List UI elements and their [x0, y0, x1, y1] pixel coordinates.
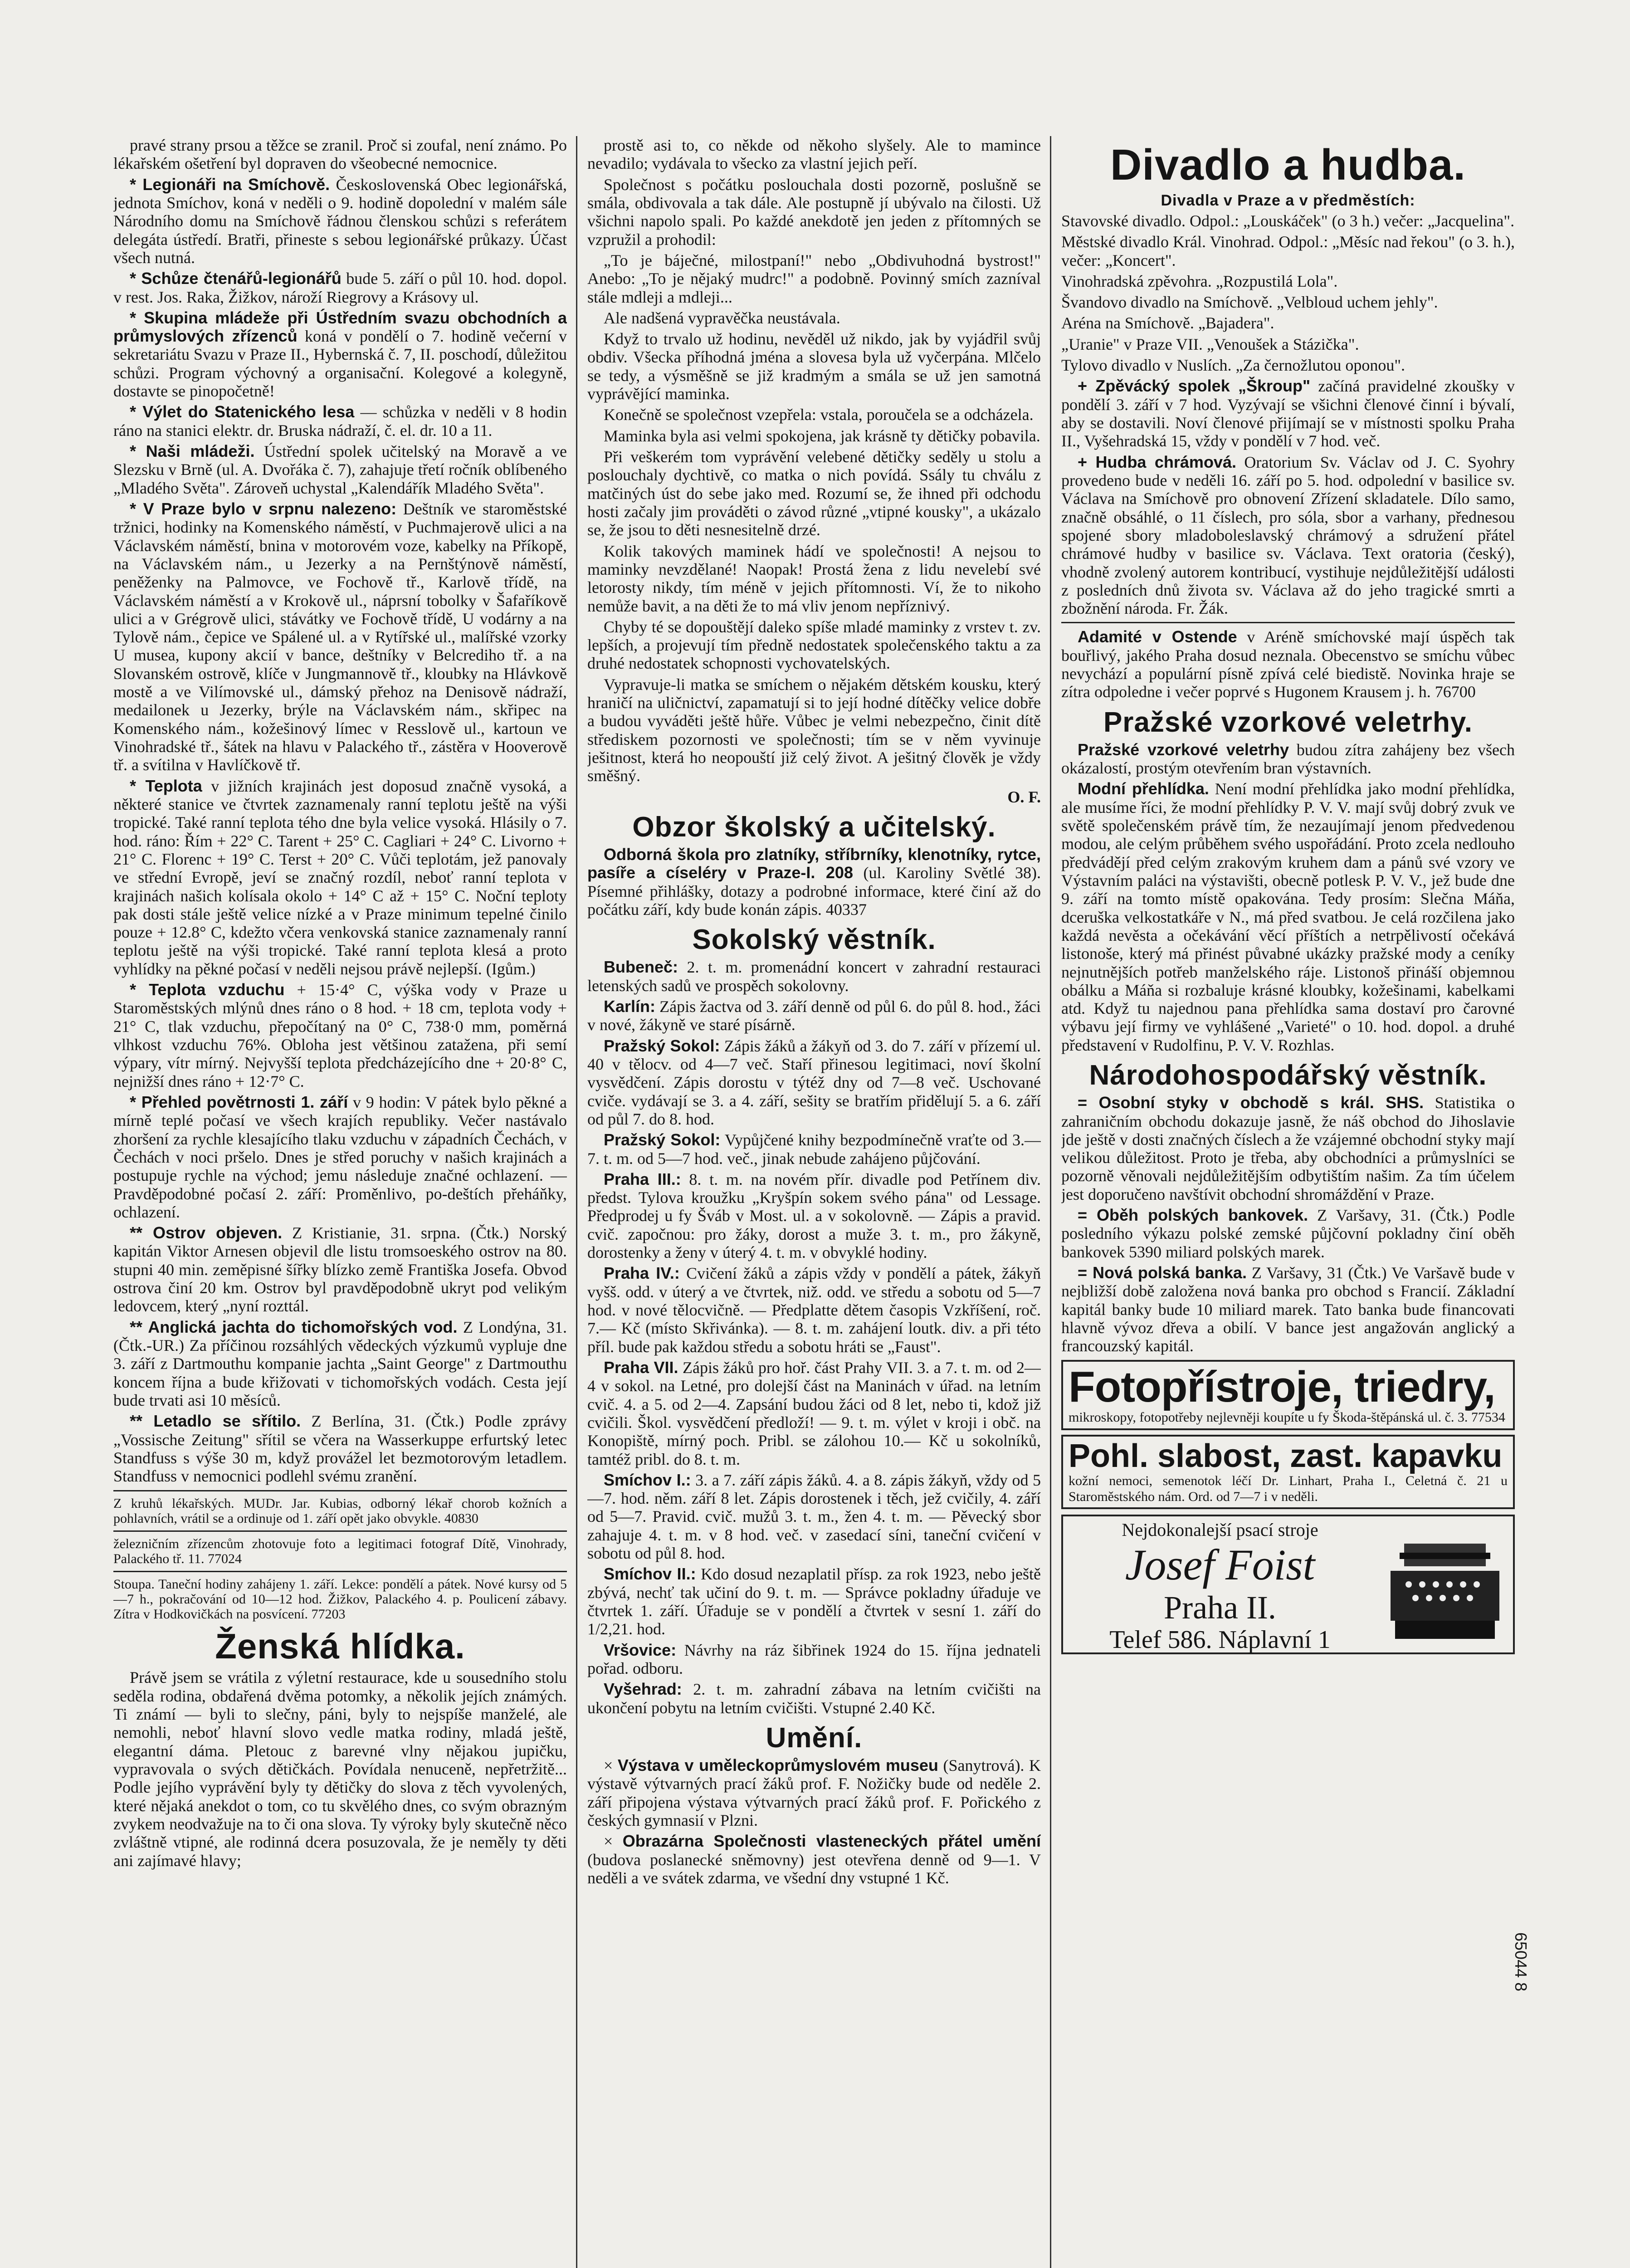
news-item — [113, 403, 567, 440]
news-text: Deštník ve staroměstské tržnici, hodinky na Komenského náměstí, v Puchmajerově ulici a na Václavském náměstí, bnina v motorovém voze, kabelky na Příkopě, na Václavském nám., u Jezerky a na Pernštýnově náměstí, peněženky na Palmovce, ve Fochově tř., Karlově třídě, na Václavském náměstí a v Krokově ul., náprsní tobolky v Šafaříkově ulici a v Grégrově ulici, stávátky ve Fochově třídě, U vodárny a na Tylově nám., čepice ve Spálené ul. a v Rytířské ul., malířské vzorky U musea, kupony akcií v bance, deštníky v Belcrediho tř. a na Slovanském ostrově, klíče v Jungmannově tř., kloubky na Hlávkově mostě a ve Vilímovské ul., dámský přehoz na Denisově nádraží, medailonek u Jezerky, brýle na Václavském nám., skřipec na Komenského nám., kožešinový límec v Resslově ul., kartoun ve Vinohradské tř., šátek na hlavu v Palackého tř., zástěra v Hooverově tř. a svítilna v Havlíčkově tř. — [113, 499, 567, 774]
sokol-item — [587, 1565, 1041, 1638]
news-text: v 9 hodin: V pátek bylo pěkné a mírně teplé počasí ve všech krajích republiky. Večer nastávalo zhoršení za rychle klesajícího tlaku vzduchu v západních Čechách, v Čechách v noci pršelo. Dnes je střed poruchy v našich krajinách a postupuje rychle na východ; jemu následuje značné ochlazení. — Pravděpodobné počasí 2. září: Proměnlivo, po-deštích přeháňky, ochlazení. — [113, 1093, 567, 1221]
classified-ad: železničním zřízencům zhotovuje foto a legitimaci fotograf Dítě, Vinohrady, Palackého tř. 11. 77024 — [113, 1536, 567, 1566]
paragraph: Chyby té se dopouštějí daleko spíše mladé maminky z vrstev t. zv. lepších, a projevují tím předně nedostatek společenského taktu a za druhé nedostatek schopnosti vychovatelských. — [587, 617, 1041, 673]
section-heading: Sokolský věstník. — [692, 924, 936, 956]
news-text: — schůzka v neděli v 8 hodin ráno na stanici elektr. dr. Bruska nádraží, č. el. dr. 10 a 11. — [113, 403, 567, 440]
news-text: v jižních krajinách jest doposud značně vysoká, a některé stanice ve čtvrtek zaznamenaly ranní teplotu ještě na výši tropické. Také ranní teplota tého dne byla velice vysoká. Hlásily o 7. hod. ráno: Řím + 22° C. Tarent + 25° C. Cagliari + 24° C. Livorno + 21° C. Florenc + 19° C. Terst + 20° C. Vůči teplotám, jež panovaly ve střední Evropě, jeví se značný rozdíl, neboť ranní teplota v krajinách našich kolísala okolo + 14° C až + 15° C. Noční teploty pak dosti stále ještě velice nízké a v Praze minimum tepelné činilo pouze + 12.8° C, kdežto včera venkovská stanice zaznamenaly ranní teplotu ještě na výši tropické. Také ranní teplota klesá a proto vyhlídky na pěkné počasí v neděli nejsou právě nejlepší. (Igům.) — [113, 777, 567, 978]
sokol-lead: Pražský Sokol: — [604, 1036, 720, 1055]
news-item — [113, 500, 567, 774]
paragraph: „To je báječné, milostpaní!" nebo „Obdivuhodná bystrost!" Anebo: „To je nějaký mudrc!" a podobně. Povinný smích zazníval stále mdleji a mdleji... — [587, 251, 1041, 306]
news-lead: ** Anglická jachta do tichomořských vod. — [130, 1317, 458, 1336]
theatre-listing: Městské divadlo Král. Vinohrad. Odpol.: „Měsíc nad řekou" (o 3. h.), večer: „Koncert". — [1061, 233, 1515, 269]
theatre-listing: Stavovské divadlo. Odpol.: „Louskáček" (o 3 h.) večer: „Jacquelina". — [1061, 211, 1515, 230]
sokol-text: 2. t. m. zahradní zábava na letním cvičišti na ukončení pobytu na letním cvičišti. Vstupné 2.40 Kč. — [587, 1680, 1041, 1717]
news-text: Z Londýna, 31. (Čtk.-UR.) Za příčinou rozsáhlých vědeckých výzkumů vypluje dne 3. září z Dartmouthu kompanie jachta „Saint George" z Dartmouthu koncem října a bude křižovati v tichomořských vodách. Cesta její bude trvati asi 10 měsíců. — [113, 1318, 567, 1409]
news-item — [1061, 1206, 1515, 1261]
news-item — [1061, 628, 1515, 701]
sokol-item — [587, 997, 1041, 1034]
section-heading: Divadlo a hudba. — [1110, 141, 1466, 189]
news-item — [113, 269, 567, 306]
news-lead: Pražské vzorkové veletrhy — [1078, 740, 1289, 759]
section-heading: Umění. — [766, 1722, 863, 1754]
news-item — [1061, 377, 1515, 450]
author-signature: O. F. — [1007, 787, 1041, 806]
news-item — [1061, 780, 1515, 1054]
news-text: v Aréně smíchovské mají úspěch tak bouřlivý, jakého Praha dosud neznala. Obecenstvo se smíchu vůbec nevychází a populární písně zpívá celé biedistě. Novinka hraje se zítra odpoledne i večer poprvé s Hugonem Krausem j. h. — [1061, 628, 1515, 701]
sokol-text: 3. a 7. září zápis žáků. 4. a 8. zápis žákyň, vždy od 5—7. hod. něm. září 8 let. Zápis dorostenek i těch, jež cvičily, 4. září od 5—7. Pravid. cvič. mužů 3. t. m., žen 4. t. m. — Pěvecký sbor zahajuje 4. t. m. v 8 hod. več. v zasedací síni, taneční cvičení v sobotu od půl 8. hod. — [587, 1471, 1041, 1563]
news-item — [113, 1224, 567, 1315]
paragraph: Při veškerém tom vyprávění velebené dětičky seděly u stolu a poslouchaly dychtivě, co matka o nich povídá. Ssály tu chválu z matčiných úst do sebe jako med. Rozumí se, že ihned při odchodu hosti začaly jim prováděti o závod různé „vtipné kousky", a ukázalo se, že jsou to děti nesnesitelně drzé. — [587, 448, 1041, 539]
section-heading: Ženská hlídka. — [215, 1626, 465, 1666]
section-subheading: Divadla v Praze a v předměstích: — [1161, 191, 1415, 209]
news-text: Není modní přehlídka jako modní přehlídka, ale musíme říci, že modní přehlídky P. V. V. mají svůj dobrý zvuk ve světě společenském právě tím, že nezaujímají jenom předvedenou modou, ale celým průběhem svého uspořádání. Proto zcela nedlouho předvádějí před celým zrakovým kruhem dam a pánů své vzory ve Výstavním paláci na výstavišti, obecně potlesk P. V. V., jež bude dne 9. září na tomto místě opakována. Tedy prosím: Slečna Máňa, dceruška velkostatkáře v N., má před svatbou. Je celá rozčilena jako každá nevěsta a očekávání věcí příštích a netrpělivostí očekává listonoše, který má přinést půvabné ukázky pražské mody a ceníky nejnutnějších potřeb manželského ráje. Listonoš přináší objemnou obálku a Máňa si rozbaluje krásné kloubky, kožešinami, kabelkami atd. Když tu najednou pana přehlídka sama dostaví pro čarovné výbavu její firmy ve vyhlášené „Varieté" o 10. hod. dopol. a druhé představení v Rudolfinu, P. V. V. Rozhlas. — [1061, 780, 1515, 1054]
news-lead: = Osobní styky v obchodě s král. SHS. — [1078, 1093, 1424, 1112]
news-lead: = Oběh polských bankovek. — [1078, 1206, 1308, 1225]
advert-headline: Pohl. slabost, zast. kapavku — [1069, 1437, 1503, 1474]
news-item — [113, 442, 567, 497]
sokol-item — [587, 1037, 1041, 1129]
news-text: Československá Obec legionářská, jednota Smíchov, koná v neděli o 9. hodině dopolední v malém sále Národního domu na Smíchově řádnou členskou schůzi s referátem delegáta ústředí. Bratři, přineste s sebou legionářské průkazy. Účast všech nutná. — [113, 175, 567, 267]
classified-ad: Stoupa. Taneční hodiny zahájeny 1. září. Lekce: pondělí a pátek. Nové kursy od 5—7 h., pokračování od 10—12 hod. Žižkov, Palackého 4. p. Poulicení zábavy. Zítra v Hodkovičkách na posvícení. 77203 — [113, 1576, 567, 1622]
paragraph: Ale nadšená vypravěčka neustávala. — [604, 308, 840, 327]
news-lead: * V Praze bylo v srpnu nalezeno: — [130, 499, 397, 518]
sokol-item — [587, 958, 1041, 995]
divider — [1061, 622, 1515, 623]
sokol-item — [587, 1680, 1041, 1717]
news-lead: Modní přehlídka. — [1078, 779, 1209, 798]
news-lead: * Přehled povětrnosti 1. září — [130, 1092, 348, 1111]
news-lead: * Teplota — [130, 776, 202, 795]
advert-foto: Fotopřístroje, triedry, mikroskopy, fotopotřeby nejlevněji koupíte u fy Škoda-štěpánská ul. č. 3. 77534 — [1061, 1360, 1515, 1430]
paragraph: Vypravuje-li matka se smíchem o nějakém dětském kousku, který hraničí na uličnictví, zapamatují si to její hodné dítěčky velice dobře a budou vyváděti ještě hůře. Vůbec je velmi nebezpečno, činit dítě střediskem pozornosti ve společnosti; tím se v něm vyvinuje ješitnost, která ho neopouští již celý život. A ješitný člověk je vždy směšný. — [587, 675, 1041, 785]
news-item: × Výstava v uměleckoprůmyslovém museu (Sanytrová). K výstavě výtvarných prací žáků prof. F. Nožičky bude od neděle 2. září připojena výstava výtvarných prací žáků prof. F. Pořického z českých gymnasií v Plzni. — [587, 1755, 1041, 1829]
sokol-text: Návrhy na ráz šibřinek 1924 do 15. října jednateli pořad. odboru. — [587, 1641, 1041, 1677]
news-lead: ** Ostrov objeven. — [130, 1223, 283, 1242]
news-lead: + Hudba chrámová. — [1078, 452, 1236, 471]
news-item — [1061, 1264, 1515, 1355]
sokol-text: Cvičení žáků a zápis vždy v pondělí a pátek, žákyň vyšš. odd. v úterý a ve čtvrtek, niž. odd. ve středu a sobotu od 5—7 hod. v nové tělocvičně. — Předplatte dětem časopis Vzkříšení, roč. 7.— Kč (místo Skřivánka). — 8. t. m. zahájení loutk. div. a při této příl. bude pak každou středu a sobotu hráti se „Faust". — [587, 1264, 1041, 1356]
news-lead: * Skupina mládeže při Ústředním svazu obchodních a průmyslových zřízenců — [113, 308, 567, 346]
paragraph: pravé strany prsou a těžce se zranil. Proč si zoufal, není známo. Po lékařském ošetření byl dopraven do všeobecné nemocnice. — [113, 136, 567, 173]
theatre-listing: Vinohradská zpěvohra. „Rozpustilá Lola". — [1061, 272, 1338, 290]
theatre-list — [1061, 212, 1515, 375]
news-item — [113, 309, 567, 401]
sokol-lead: Bubeneč: — [604, 958, 678, 977]
ad-number: 40337 — [825, 900, 867, 919]
news-text: bude 5. září o půl 10. hod. dopol. v rest. Jos. Raka, Žižkov, nároží Riegrovy a Krásovy ul. — [113, 269, 567, 306]
sokol-lead: Praha VII. — [604, 1358, 678, 1377]
news-item — [1061, 1094, 1515, 1203]
news-lead: * Legionáři na Smíchově. — [130, 175, 330, 194]
sokol-item — [587, 1471, 1041, 1563]
typewriter-icon — [1377, 1516, 1513, 1652]
paragraph: Když to trvalo už hodinu, nevěděl už nikdo, jak by vyjádřil svůj obdiv. Všecka příhodná jména a slovesa byla už vyčerpána. Mlčelo se tedy, a výsměšně se již kradmým a smála se už jen samotná vyprávějící maminka. — [587, 330, 1041, 403]
news-item — [113, 1412, 567, 1485]
news-lead: * Teplota vzduchu — [130, 980, 285, 999]
divider — [113, 1530, 567, 1532]
news-item — [113, 1318, 567, 1410]
news-text: Ústřední spolek učitelský na Moravě a ve Slezsku v Brně (ul. A. Dvořáka č. 7), zahajuje třetí ročník oblíbeného „Mladého Světa". Zároveň uchystal „Kalendářík Mladého Světa". — [113, 442, 567, 497]
news-lead: = Nová polská banka. — [1078, 1263, 1247, 1282]
sokol-lead: Pražský Sokol: — [604, 1130, 721, 1149]
sokol-item — [587, 1264, 1041, 1356]
column-left — [113, 136, 567, 2268]
sokol-list — [587, 958, 1041, 1717]
news-text: začíná pravidelné zkoušky v pondělí 3. září v 7 hod. Vyzývají se všichni členové činní i bývalí, aby se dostavili. Noví členové přijímají se v místnosti spolku Praha II., Vyšehradská 15, vždy v pondělí v 7 hod. več. — [1061, 377, 1515, 450]
news-text: Oratorium Sv. Václav od J. C. Syohry provedeno bude v neděli 16. září po 5. hod. odpolední v basilice sv. Václava na Smíchově pro obnovení Zřízení skladatele. Dílo samo, značně obsáhlé, o 11 číslech, pro sóla, sbor a varhany, přednesou spojené sbory mladoboleslavský chrámový a sdružení přátel chrámové hudby v basilice sv. Václava. Text oratoria (český), vhodně zvolený autorem kontribucí, vystihuje nejdůležitější události z posledních dnů života sv. Václava až do jeho tragické smrti a zbožnění národa. Fr. Žák. — [1061, 453, 1515, 618]
news-lead: * Výlet do Statenického lesa — [130, 402, 355, 421]
theatre-listing: „Uranie" v Praze VII. „Venoušek a Stázička". — [1061, 335, 1359, 353]
news-text: (budova poslanecké sněmovny) jest otevřena denně od 9—1. V neděli a ve svátek zdarma, ve všední dny vstupné 1 Kč. — [587, 1850, 1041, 1887]
news-lead: Obrazárna Společnosti vlasteneckých přátel umění — [622, 1832, 1041, 1851]
ad-number: 40830 — [444, 1510, 478, 1526]
column-right — [1061, 136, 1515, 2268]
edge-print-number: 65044 8 — [1511, 1932, 1530, 1992]
news-text: + 15·4° C, výška vody v Praze u Staroměstských mlýnů dnes ráno o 8 hod. + 18 cm, teplota vody + 21° C, tlak vzduchu, přepočítaný na 0° C, 738·0 mm, poměrná vlhkost vzduchu 76%. Obloha jest většinou zatažena, při semí výpary, vítr mírný. Nejvyšší teplota předcházejícího dne + 20·8° C, nejnižší dnes ráno + 12·7° C. — [113, 981, 567, 1090]
section-heading: Pražské vzorkové veletrhy. — [1103, 706, 1473, 738]
ad-number: 77534 — [1471, 1410, 1505, 1425]
column-rule — [1050, 136, 1051, 2268]
ad-number: 77024 — [208, 1551, 242, 1566]
news-text: (Sanytrová). K výstavě výtvarných prací žáků prof. F. Nožičky bude od neděle 2. září připojena výstava výtvarných prací žáků prof. F. Pořického z českých gymnasií v Plzni. — [587, 1756, 1041, 1829]
column-rule — [576, 136, 577, 2268]
ad-number: 77203 — [311, 1606, 346, 1622]
news-lead: * Naši mládeži. — [130, 442, 255, 460]
news-lead: + Zpěvácký spolek „Škroup" — [1078, 376, 1311, 396]
news-item — [1061, 453, 1515, 618]
news-item — [587, 846, 1041, 919]
news-text: Z Berlína, 31. (Čtk.) Podle zprávy „Vossische Zeitung" sřítil se včera na Wasserkuppe erfurtský letec Standfuss s výše 30 m, když provážel let bezmotorovým letadlem. Standfuss v nemocnici podlehl svému zranění. — [113, 1412, 567, 1486]
advert-pohl: Pohl. slabost, zast. kapavku kožní nemoci, semenotok léčí Dr. Linhart, Praha I., Celetná č. 21 u Staroměstského nám. Ord. od 7—7 i v neděli. — [1061, 1435, 1515, 1510]
news-lead: * Schůze čtenářů-legionářů — [130, 269, 342, 288]
sokol-item — [587, 1359, 1041, 1468]
sokol-text: Kdo dosud nezaplatil přísp. za rok 1923, nebo ještě zbývá, nechť tak učiní do 9. t. m. — Správce pokladny úřaduje ve čtvrtek 1. září. Úřaduje se v pondělí a čtvrtek v sesní 1. září do 1/2,21. hod. — [587, 1565, 1041, 1638]
sokol-item — [587, 1170, 1041, 1262]
theatre-listing: Tylovo divadlo v Nuslích. „Za černožlutou oponou". — [1061, 356, 1406, 375]
advert-headline: Fotopřístroje, triedry, — [1069, 1362, 1495, 1411]
section-heading: Obzor školský a učitelský. — [632, 811, 996, 843]
paragraph: Konečně se společnost vzepřela: vstala, poroučela se a odcházela. — [604, 406, 1034, 424]
news-item — [113, 981, 567, 1090]
newspaper-page — [113, 136, 1515, 2268]
ad-number: 76700 — [1435, 683, 1476, 701]
sokol-lead: Vyšehrad: — [604, 1680, 682, 1699]
news-text: Z Varšavy, 31. (Čtk.) Podle posledního výkazu polské zemské půjčovní pokladny činí oběh bankovek 5390 miliard polských marek. — [1061, 1206, 1515, 1261]
section-heading: Národohospodářský věstník. — [1089, 1060, 1487, 1091]
sokol-lead: Smíchov II.: — [604, 1564, 696, 1584]
sokol-text: 2. t. m. promenádní koncert v zahradní restauraci letenských sadů ve prospěch sokolovny. — [587, 958, 1041, 995]
news-text: budou zítra zahájeny bez všech okázalostí, prostým otevřením bran výstavních. — [1061, 740, 1515, 777]
sokol-text: 8. t. m. na novém přír. divadle pod Petřínem div. předst. Tylova kroužku „Kryšpín sokem svého pána" od Lessage. Předprodej u fy Šváb v Most. ul. a v sokolovně. — Zápis a pravid. cvič. započnou: pro žáky, dorost a muže 3. t. m., pro žákyně, dorostenky a ženy v úterý 4. t. m. v obvyklé hodiny. — [587, 1170, 1041, 1262]
sokol-text: Zápis žáků pro hoř. část Prahy VII. 3. a 7. t. m. od 2—4 v sokol. na Letné, pro dolejší část na Maninách v úřad. na letním cvič. 4. a 5. od 2—4. Zapsání budou žáci od 8 let, nebo ti, kdož již cvičili. Škol. vysvědčení předloží! — 9. t. m. výlet v kroji i obč. na Konopiště, mírný poch. Pribl. se zálohou 10.— Kč u sokolníků, tamtéž pribl. do 8. t. m. — [587, 1358, 1041, 1468]
classified-ad: Z kruhů lékařských. MUDr. Jar. Kubias, odborný lékař chorob kožních a pohlavních, vrátil se a ordinuje od 1. září opět jako obvykle. 40830 — [113, 1496, 567, 1526]
news-item — [113, 176, 567, 267]
news-lead: Odborná škola pro zlatníky, stříbrníky, klenotníky, rytce, pasíře a císeléry v Praze-I. 208 — [587, 845, 1041, 882]
advert-foist: Nejdokonalejší psací stroje Josef Foist Praha II. Telef 586. Náplavní 1 — [1061, 1515, 1515, 1654]
news-text: Statistika o zahraničním obchodu dokazuje jasně, že náš obchod do Jihoslavie jde ještě v dosti značných číslech a že vzájemné obchodní styky mají velikou důležitost. Proto je třeba, aby obchodníci a průmyslníci se pozorně věnovali nejdůležitějším odbytištím našim. Za tím účelem jest doporučeno navštívit obchodní shromáždění v Praze. — [1061, 1094, 1515, 1203]
paragraph: Společnost s počátku poslouchala dosti pozorně, poslušně se smála, obdivovala a tak dále. Ale postupně jí ubývalo na čilosti. Už všichni napolo spali. Po každé anekdotě jen jeden z přítomných se vzpružil a prohodil: — [587, 175, 1041, 249]
paragraph: Kolik takových maminek hádí ve společnosti! A nejsou to maminky nevzdělané! Naopak! Prostá žena z lidu nevelebí své letorosty nikdy, tím méně v jejich přítomnosti. Ví, že to nikoho nemůže bavit, a na děti že to má vliv jenom nepříznivý. — [587, 542, 1041, 615]
news-text: Z Varšavy, 31 (Čtk.) Ve Varšavě bude v nejbližší době založena nová banka pro obchod s Francií. Základní kapitál banky bude 10 miliard marek. Tato banka bude financovati hlavně vývoz dřeva a obilí. V bance jest angažován anglický a francouzský kapitál. — [1061, 1264, 1515, 1355]
sokol-text: Zápis žactva od 3. září denně od půl 6. do půl 8. hod., žáci v nové, žákyně ve staré písárně. — [587, 997, 1041, 1034]
news-lead: ** Letadlo se sřítilo. — [130, 1412, 301, 1431]
news-text: (ul. Karoliny Světlé 38). Písemné přihlášky, dotazy a podrobné informace, které činí až do počátku září, kdy bude konán zápis. — [587, 864, 1041, 919]
sokol-lead: Karlín: — [604, 997, 656, 1016]
paragraph: Právě jsem se vrátila z výletní restaurace, kde u sousedního stolu seděla rodina, obdařená dvěma potomky, a několik jejích známých. Ti známí — byli to slečny, páni, byly to nejspíše manželé, ale nemohli, neboť hlavní slovo vedle matka rodiny, mladá ještě, elegantní dáma. Pletouc z barevné vlny nějakou jupičku, vypravovala o svých dětičkách. Povídala nenuceně, nepřetržitě... Podle jejího vyprávění byly ty dětičky do slova z těch vyvolených, které nějaká anekdot o tom, co tu skvělého dnes, co svým obrazným zvykem neodvažuje na to či ona slova. Ty výroky byly skutečně něco zvláštně vtipné, ale rodinná dcera posuzovala, že je neměly ty děti ani zajímavé hlavy; — [113, 1668, 567, 1870]
sokol-text: Vypůjčené knihy bezpodmínečně vraťte od 3.—7. t. m. od 5—7 hod. več., jinak nebude zahájeno půjčování. — [587, 1131, 1041, 1168]
paragraph: prostě asi to, co někde od někoho slyšely. Ale to mamince nevadilo; vydávala to všecko za vlastní jejich peří. — [587, 136, 1041, 173]
news-lead: Výstava v uměleckoprůmyslovém museu — [617, 1755, 938, 1774]
theatre-listing: Aréna na Smíchově. „Bajadera". — [1061, 314, 1274, 332]
sokol-item — [587, 1131, 1041, 1168]
news-item — [113, 1093, 567, 1221]
news-lead: Adamité v Ostende — [1078, 627, 1237, 646]
sokol-lead: Vršovice: — [604, 1640, 677, 1659]
news-text: koná v pondělí o 7. hodině večerní v sekretariátu Svazu v Praze II., Hybernská č. 7, II. poschodí, důležitou schůzi. Program výchovný a organisační. Kolegové a kolegyně, dostavte se pinopočetně! — [113, 327, 567, 401]
news-item — [113, 777, 567, 978]
sokol-lead: Praha IV.: — [604, 1264, 680, 1283]
sokol-lead: Praha III.: — [604, 1169, 681, 1188]
divider — [113, 1571, 567, 1572]
column-middle — [587, 136, 1041, 2268]
sokol-item — [587, 1641, 1041, 1678]
news-item — [1061, 741, 1515, 777]
paragraph: Maminka byla asi velmi spokojena, jak krásně ty dětičky pobavila. — [604, 426, 1040, 445]
news-item: × Obrazárna Společnosti vlasteneckých přátel umění (budova poslanecké sněmovny) jest otevřena denně od 9—1. V neděli a ve svátek zdarma, ve všední dny vstupné 1 Kč. — [587, 1832, 1041, 1887]
sokol-lead: Smíchov I.: — [604, 1470, 691, 1489]
theatre-listing: Švandovo divadlo na Smíchově. „Velbloud uchem jehly". — [1061, 293, 1438, 312]
sokol-text: Zápis žáků a žákyň od 3. do 7. září v přízemí ul. 40 v tělocv. od 4—7 več. Staří přinesou legitimaci, noví školní vysvědčení. Zápis dorostu v týtéž dny od 7—8 več. Uschované cviče. vydávají se 3. a 4. září, sešity se bratřím přidělují 5. a 6. září od půl 7. do 8. hod. — [587, 1036, 1041, 1128]
news-text: Z Kristianie, 31. srpna. (Čtk.) Norský kapitán Viktor Arnesen objevil dle listu tromsoeského ostrov na 80. stupni 40 min. zeměpisné šířky blízko země Františka Josefa. Obvod ostrova činí 20 km. Ostrov byl pravděpodobně ukryt pod velikým ledovcem, který „nyní rozttál. — [113, 1224, 567, 1315]
divider — [113, 1490, 567, 1491]
